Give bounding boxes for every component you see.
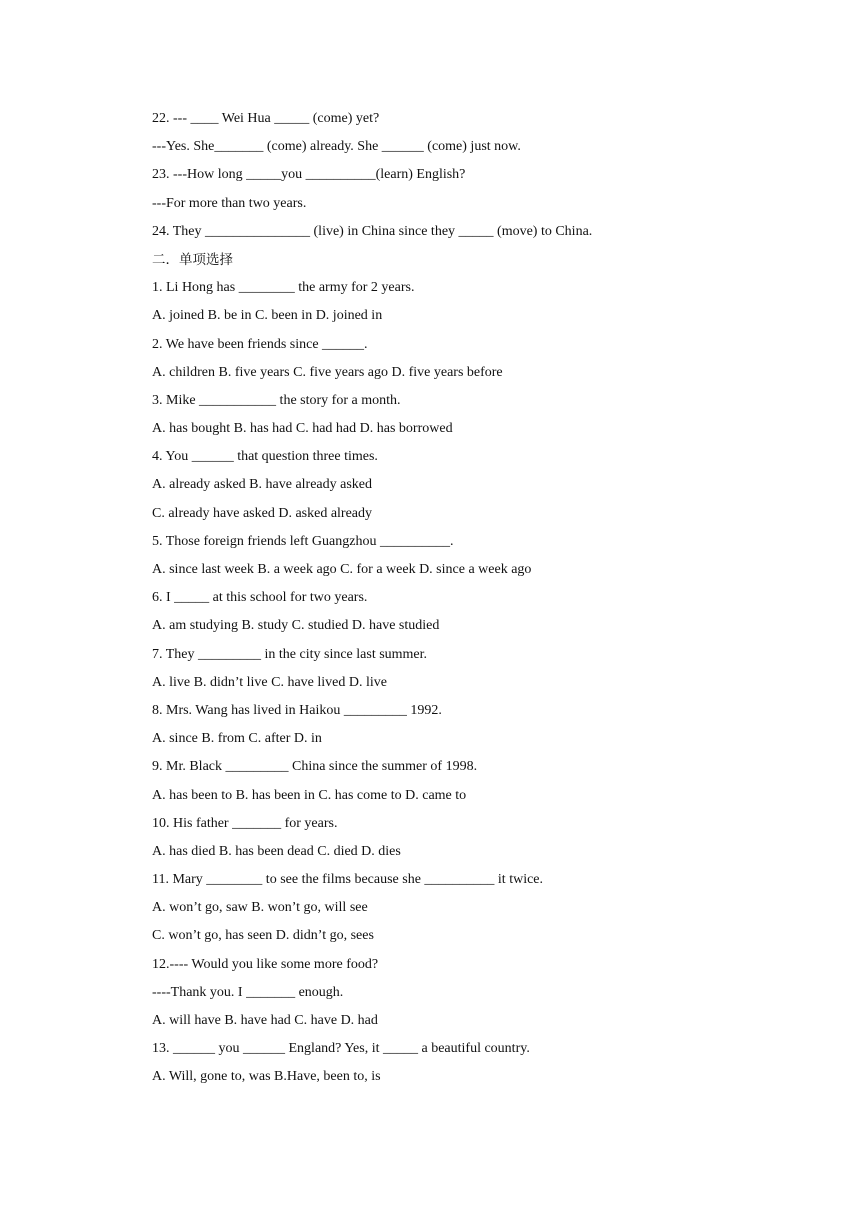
mc-question-2: 2. We have been friends since ______. <box>152 336 368 352</box>
mc-dialogue-12: ----Thank you. I _______ enough. <box>152 984 344 1000</box>
mc-options-8: A. since B. from C. after D. in <box>152 731 322 747</box>
mc-options-11-cd: C. won’t go, has seen D. didn’t go, sees <box>152 928 374 944</box>
answer-22: ---Yes. She_______ (come) already. She ______ (come) just now. <box>152 139 521 155</box>
mc-options-5: A. since last week B. a week ago C. for a week D. since a week ago <box>152 562 532 577</box>
mc-question-1: 1. Li Hong has ________ the army for 2 years. <box>152 280 415 296</box>
mc-question-12: 12.---- Would you like some more food? <box>152 956 379 972</box>
mc-options-12: A. will have B. have had C. have D. had <box>152 1013 378 1028</box>
mc-options-11-ab: A. won’t go, saw B. won’t go, will see <box>152 900 368 916</box>
mc-question-11: 11. Mary ________ to see the films because she __________ it twice. <box>152 872 544 888</box>
question-24: 24. They _______________ (live) in China since they _____ (move) to China. <box>152 223 593 239</box>
mc-options-1: A. joined B. be in C. been in D. joined in <box>152 308 383 324</box>
answer-23: ---For more than two years. <box>152 195 307 211</box>
mc-options-9: A. has been to B. has been in C. has come to D. came to <box>152 787 467 803</box>
mc-options-7: A. live B. didn’t live C. have lived D. live <box>152 674 387 690</box>
question-23: 23. ---How long _____you __________(learn) English? <box>152 167 466 183</box>
question-22: 22. --- ____ Wei Hua _____ (come) yet? <box>152 111 380 126</box>
mc-options-2: A. children B. five years C. five years ago D. five years before <box>152 364 503 380</box>
mc-options-6: A. am studying B. study C. studied D. have studied <box>152 618 440 634</box>
mc-question-4: 4. You ______ that question three times. <box>152 449 378 465</box>
mc-question-5: 5. Those foreign friends left Guangzhou __________. <box>152 533 454 549</box>
mc-question-10: 10. His father _______ for years. <box>152 815 338 831</box>
mc-options-4-cd: C. already have asked D. asked already <box>152 505 373 521</box>
mc-options-3: A. has bought B. has had C. had had D. has borrowed <box>152 421 453 437</box>
exercise-content <box>152 109 752 1096</box>
mc-question-8: 8. Mrs. Wang has lived in Haikou _________ 1992. <box>152 702 442 718</box>
mc-question-3: 3. Mike ___________ the story for a month. <box>152 392 401 408</box>
mc-options-13: A. Will, gone to, was B.Have, been to, is <box>152 1069 381 1085</box>
mc-question-13: 13. ______ you ______ England? Yes, it _____ a beautiful country. <box>152 1041 530 1057</box>
mc-options-4-ab: A. already asked B. have already asked <box>152 477 373 493</box>
section-heading-multiple-choice: 二．单项选择 <box>152 251 233 268</box>
mc-options-10: A. has died B. has been dead C. died D. dies <box>152 843 401 859</box>
mc-question-9: 9. Mr. Black _________ China since the summer of 1998. <box>152 759 478 775</box>
mc-question-6: 6. I _____ at this school for two years. <box>152 590 368 606</box>
mc-question-7: 7. They _________ in the city since last summer. <box>152 646 428 662</box>
